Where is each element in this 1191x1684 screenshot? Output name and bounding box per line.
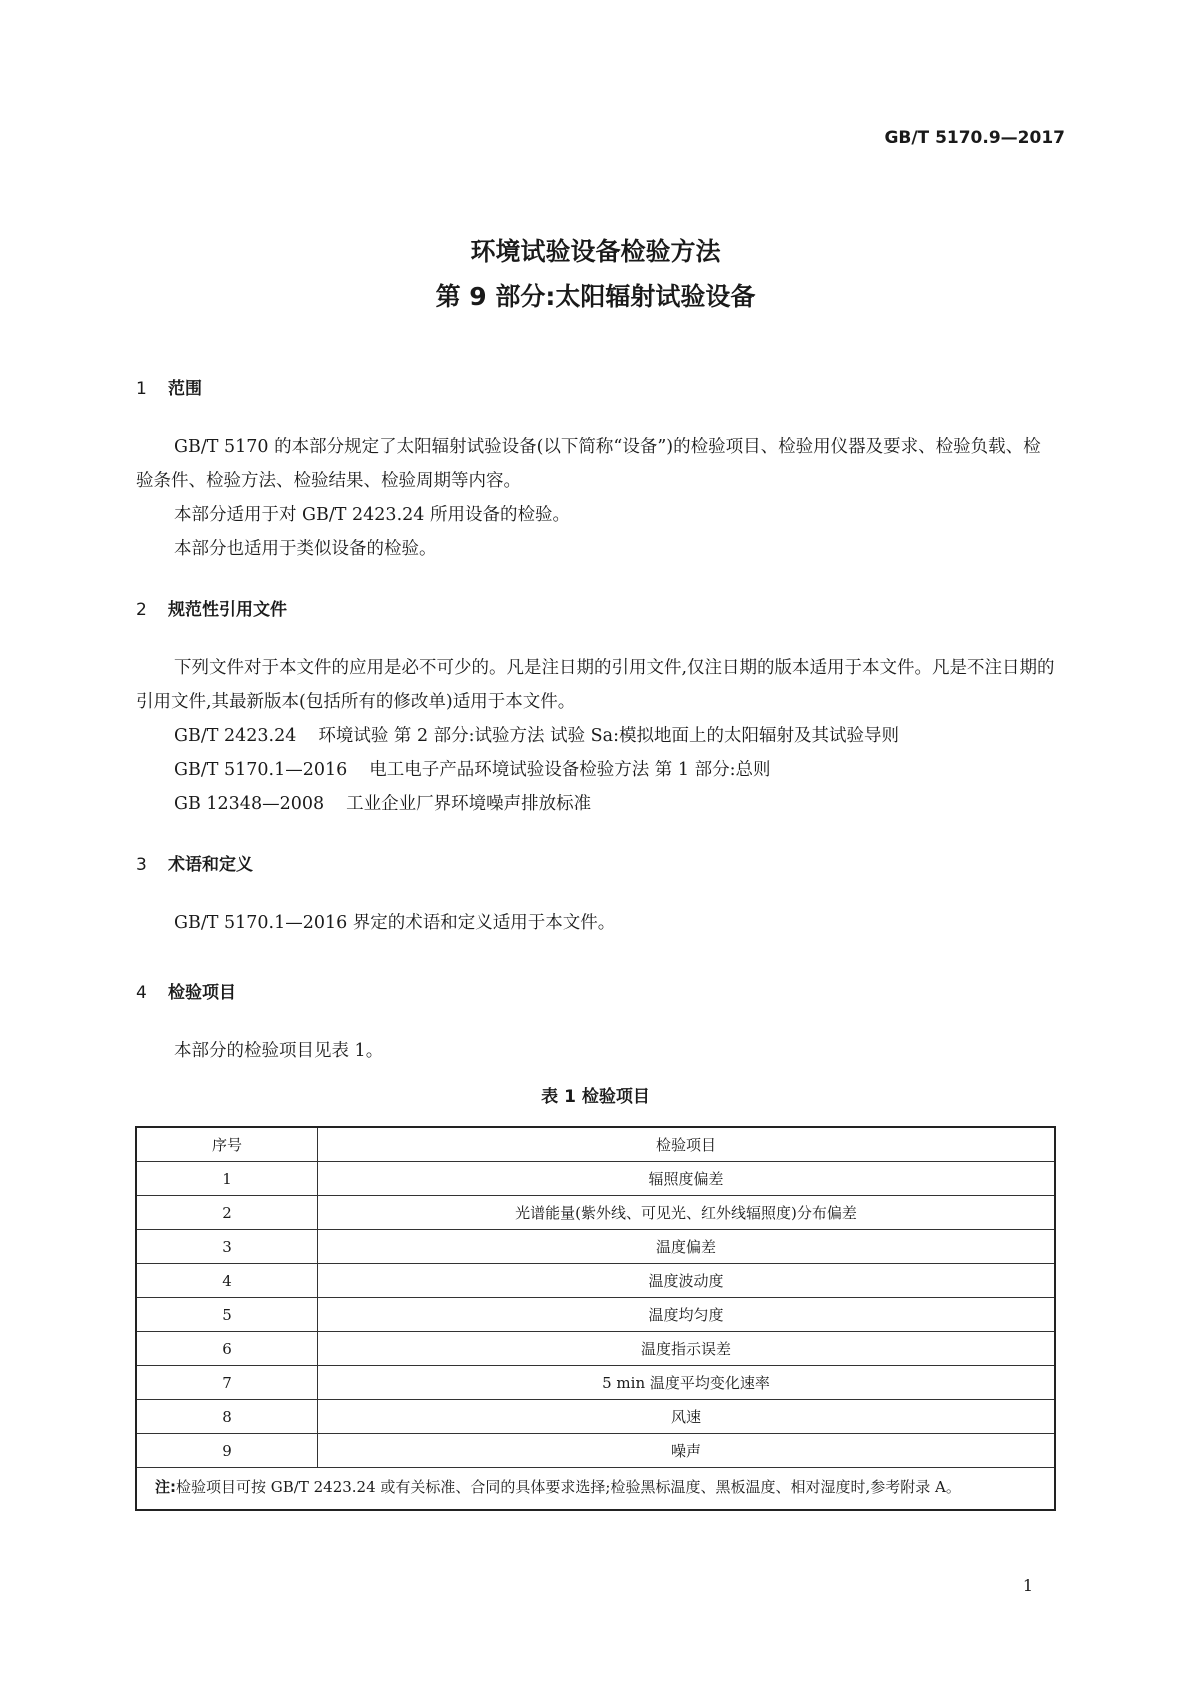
inspection-items-table bbox=[135, 1126, 1056, 1511]
row-number: 1 bbox=[136, 1162, 318, 1196]
section-title: 范围 bbox=[168, 379, 202, 399]
reference-name: 工业企业厂界环境噪声排放标准 bbox=[346, 794, 592, 814]
paragraph: 下列文件对于本文件的应用是必不可少的。凡是注日期的引用文件,仅注日期的版本适用于本文件。凡是不注日期的引用文件,其最新版本(包括所有的修改单)适用于本文件。 bbox=[136, 658, 1055, 712]
row-number: 3 bbox=[136, 1230, 318, 1264]
standard-code: GB/T 5170.9—2017 bbox=[884, 128, 1065, 148]
section-1-heading bbox=[136, 374, 202, 399]
table-note bbox=[136, 1468, 1055, 1511]
paragraph: 本部分也适用于类似设备的检验。 bbox=[174, 539, 437, 559]
table-row bbox=[136, 1264, 1055, 1298]
section-3-body bbox=[136, 906, 1056, 940]
paragraph: GB/T 5170 的本部分规定了太阳辐射试验设备(以下简称“设备”)的检验项目、检验用仪器及要求、检验负载、检验条件、检验方法、检验结果、检验周期等内容。 bbox=[136, 437, 1041, 491]
reference-code: GB/T 5170.1—2016 bbox=[174, 760, 348, 780]
row-number: 8 bbox=[136, 1400, 318, 1434]
row-number: 7 bbox=[136, 1366, 318, 1400]
section-number: 3 bbox=[136, 855, 147, 875]
note-label: 注: bbox=[155, 1478, 176, 1496]
row-item: 辐照度偏差 bbox=[318, 1162, 1056, 1196]
row-number: 4 bbox=[136, 1264, 318, 1298]
row-number: 9 bbox=[136, 1434, 318, 1468]
note-text: 检验项目可按 GB/T 2423.24 或有关标准、合同的具体要求选择;检验黑标温度、黑板温度、相对湿度时,参考附录 A。 bbox=[176, 1478, 961, 1496]
section-2-body bbox=[136, 651, 1056, 821]
table-note-row bbox=[136, 1468, 1055, 1511]
table-row bbox=[136, 1434, 1055, 1468]
row-item: 风速 bbox=[318, 1400, 1056, 1434]
table-row bbox=[136, 1298, 1055, 1332]
document-title-line1: 环境试验设备检验方法 bbox=[470, 237, 721, 266]
page-number: 1 bbox=[1022, 1576, 1033, 1595]
table-header-row bbox=[136, 1127, 1055, 1162]
table-row bbox=[136, 1332, 1055, 1366]
reference-code: GB/T 2423.24 bbox=[174, 726, 297, 746]
document-title-line2: 第 9 部分:太阳辐射试验设备 bbox=[435, 282, 756, 311]
row-item: 温度波动度 bbox=[318, 1264, 1056, 1298]
paragraph: 本部分适用于对 GB/T 2423.24 所用设备的检验。 bbox=[174, 505, 570, 525]
section-title: 规范性引用文件 bbox=[168, 600, 287, 620]
paragraph: 本部分的检验项目见表 1。 bbox=[174, 1041, 384, 1061]
section-title: 检验项目 bbox=[168, 983, 236, 1003]
table-row bbox=[136, 1196, 1055, 1230]
table-row bbox=[136, 1400, 1055, 1434]
section-number: 1 bbox=[136, 379, 147, 399]
reference-code: GB 12348—2008 bbox=[174, 794, 325, 814]
row-number: 2 bbox=[136, 1196, 318, 1230]
reference-item bbox=[136, 787, 1056, 821]
reference-name: 环境试验 第 2 部分:试验方法 试验 Sa:模拟地面上的太阳辐射及其试验导则 bbox=[318, 726, 900, 746]
row-item: 温度偏差 bbox=[318, 1230, 1056, 1264]
paragraph: GB/T 5170.1—2016 界定的术语和定义适用于本文件。 bbox=[174, 913, 616, 933]
reference-item bbox=[136, 753, 1056, 787]
column-header-number: 序号 bbox=[136, 1127, 318, 1162]
row-number: 5 bbox=[136, 1298, 318, 1332]
row-item: 温度指示误差 bbox=[318, 1332, 1056, 1366]
table-row bbox=[136, 1162, 1055, 1196]
section-4-body bbox=[136, 1034, 1056, 1068]
row-item: 5 min 温度平均变化速率 bbox=[318, 1366, 1056, 1400]
row-item: 光谱能量(紫外线、可见光、红外线辐照度)分布偏差 bbox=[318, 1196, 1056, 1230]
table-caption: 表 1 检验项目 bbox=[541, 1087, 650, 1107]
section-number: 4 bbox=[136, 983, 147, 1003]
table-row bbox=[136, 1230, 1055, 1264]
section-4-heading bbox=[136, 978, 236, 1003]
row-item: 温度均匀度 bbox=[318, 1298, 1056, 1332]
section-3-heading bbox=[136, 850, 253, 875]
column-header-item: 检验项目 bbox=[318, 1127, 1056, 1162]
section-2-heading bbox=[136, 595, 287, 620]
section-number: 2 bbox=[136, 600, 147, 620]
row-item: 噪声 bbox=[318, 1434, 1056, 1468]
table-row bbox=[136, 1366, 1055, 1400]
section-title: 术语和定义 bbox=[168, 855, 253, 875]
section-1-body bbox=[136, 430, 1056, 566]
reference-name: 电工电子产品环境试验设备检验方法 第 1 部分:总则 bbox=[369, 760, 771, 780]
reference-item bbox=[136, 719, 1056, 753]
row-number: 6 bbox=[136, 1332, 318, 1366]
